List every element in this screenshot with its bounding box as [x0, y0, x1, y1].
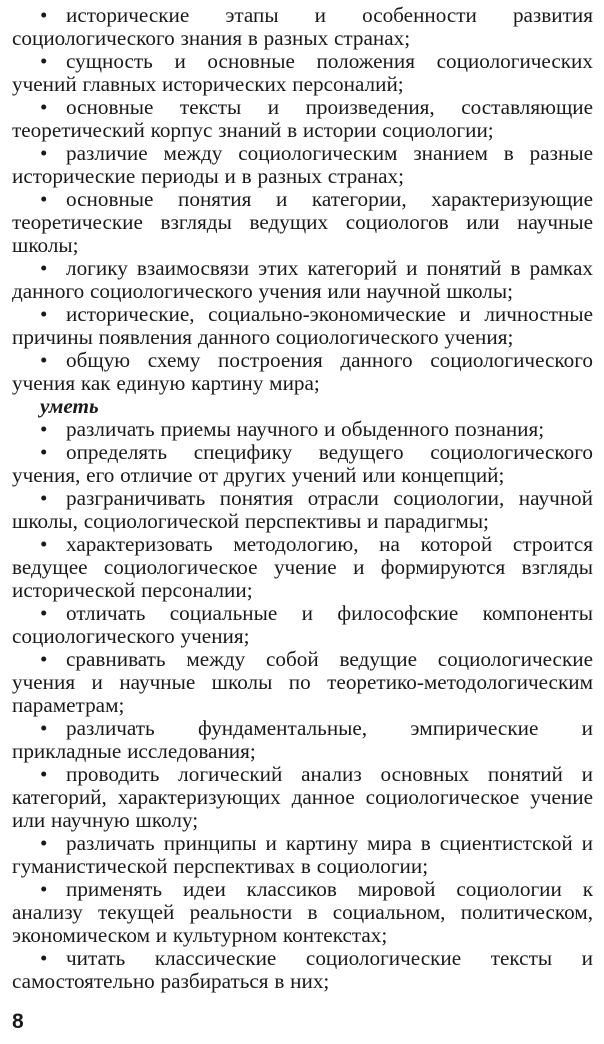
page-content [12, 4, 593, 993]
bullet-icon: • [40, 831, 48, 855]
bullet-icon: • [40, 141, 48, 165]
item-text: основные тексты и произведения, составляющие теоретический корпус знаний в истории социологии; [12, 95, 593, 142]
list-item [12, 717, 593, 763]
list-item [12, 418, 593, 441]
item-text: сравнивать между собой ведущие социологические учения и научные школы по теоретико-методологическим параметрам; [12, 647, 593, 717]
list-item [12, 50, 593, 96]
item-text: основные понятия и категории, характеризующие теоретические взгляды ведущих социологов или научные школы; [12, 187, 593, 257]
list-item [12, 4, 593, 50]
item-text: отличать социальные и философские компоненты социологического учения; [12, 601, 593, 648]
bullet-icon: • [40, 348, 48, 372]
item-text: различие между социологическим знанием в разные исторические периоды и в разных странах; [12, 141, 593, 188]
list-item [12, 487, 593, 533]
item-text: характеризовать методологию, на которой строится ведущее социологическое учение и формируются взгляды исторической персоналии; [12, 532, 593, 602]
bullet-icon: • [40, 486, 48, 510]
list-item [12, 947, 593, 993]
item-text: применять идеи классиков мировой социологии к анализу текущей реальности в социальном, политическом, экономическом и культурном контекстах; [12, 877, 593, 947]
item-text: разграничивать понятия отрасли социологии, научной школы, социологической перспективы и парадигмы; [12, 486, 593, 533]
item-text: различать приемы научного и обыденного познания; [66, 417, 545, 441]
list-item [12, 763, 593, 832]
list-item [12, 533, 593, 602]
list-item [12, 349, 593, 395]
item-text: исторические, социально-экономические и личностные причины появления данного социологического учения; [12, 302, 593, 349]
bullet-icon: • [40, 3, 48, 27]
item-text: исторические этапы и особенности развития социологического знания в разных странах; [12, 3, 593, 50]
bullet-icon: • [40, 877, 48, 901]
list-item [12, 602, 593, 648]
item-text: читать классические социологические тексты и самостоятельно разбираться в них; [12, 946, 593, 993]
bullet-icon: • [40, 417, 48, 441]
bullet-icon: • [40, 302, 48, 326]
list-item [12, 303, 593, 349]
item-text: различать принципы и картину мира в сциентистской и гуманистической перспективах в социологии; [12, 831, 593, 878]
bullet-icon: • [40, 256, 48, 280]
bullet-icon: • [40, 440, 48, 464]
list-item [12, 142, 593, 188]
section-heading: уметь [40, 394, 99, 418]
item-text: логику взаимосвязи этих категорий и понятий в рамках данного социологического учения или научной школы; [12, 256, 593, 303]
bullet-icon: • [40, 601, 48, 625]
list-item [12, 648, 593, 717]
bullet-icon: • [40, 716, 48, 740]
bullet-icon: • [40, 49, 48, 73]
bullet-icon: • [40, 187, 48, 211]
bullet-icon: • [40, 762, 48, 786]
item-text: сущность и основные положения социологических учений главных исторических персоналий; [12, 49, 593, 96]
item-text: различать фундаментальные, эмпирические и прикладные исследования; [12, 716, 593, 763]
bullet-icon: • [40, 95, 48, 119]
list-item [12, 257, 593, 303]
list-item [12, 832, 593, 878]
item-text: определять специфику ведущего социологического учения, его отличие от других учений или концепций; [12, 440, 593, 487]
list-item [12, 441, 593, 487]
item-text: проводить логический анализ основных понятий и категорий, характеризующих данное социологическое учение или научную школу; [12, 762, 593, 832]
page-number: 8 [12, 1010, 24, 1033]
bullet-icon: • [40, 647, 48, 671]
list-item [12, 96, 593, 142]
item-text: общую схему построения данного социологического учения как единую картину мира; [12, 348, 593, 395]
list-item [12, 878, 593, 947]
bullet-icon: • [40, 946, 48, 970]
bullet-icon: • [40, 532, 48, 556]
list-item [12, 188, 593, 257]
